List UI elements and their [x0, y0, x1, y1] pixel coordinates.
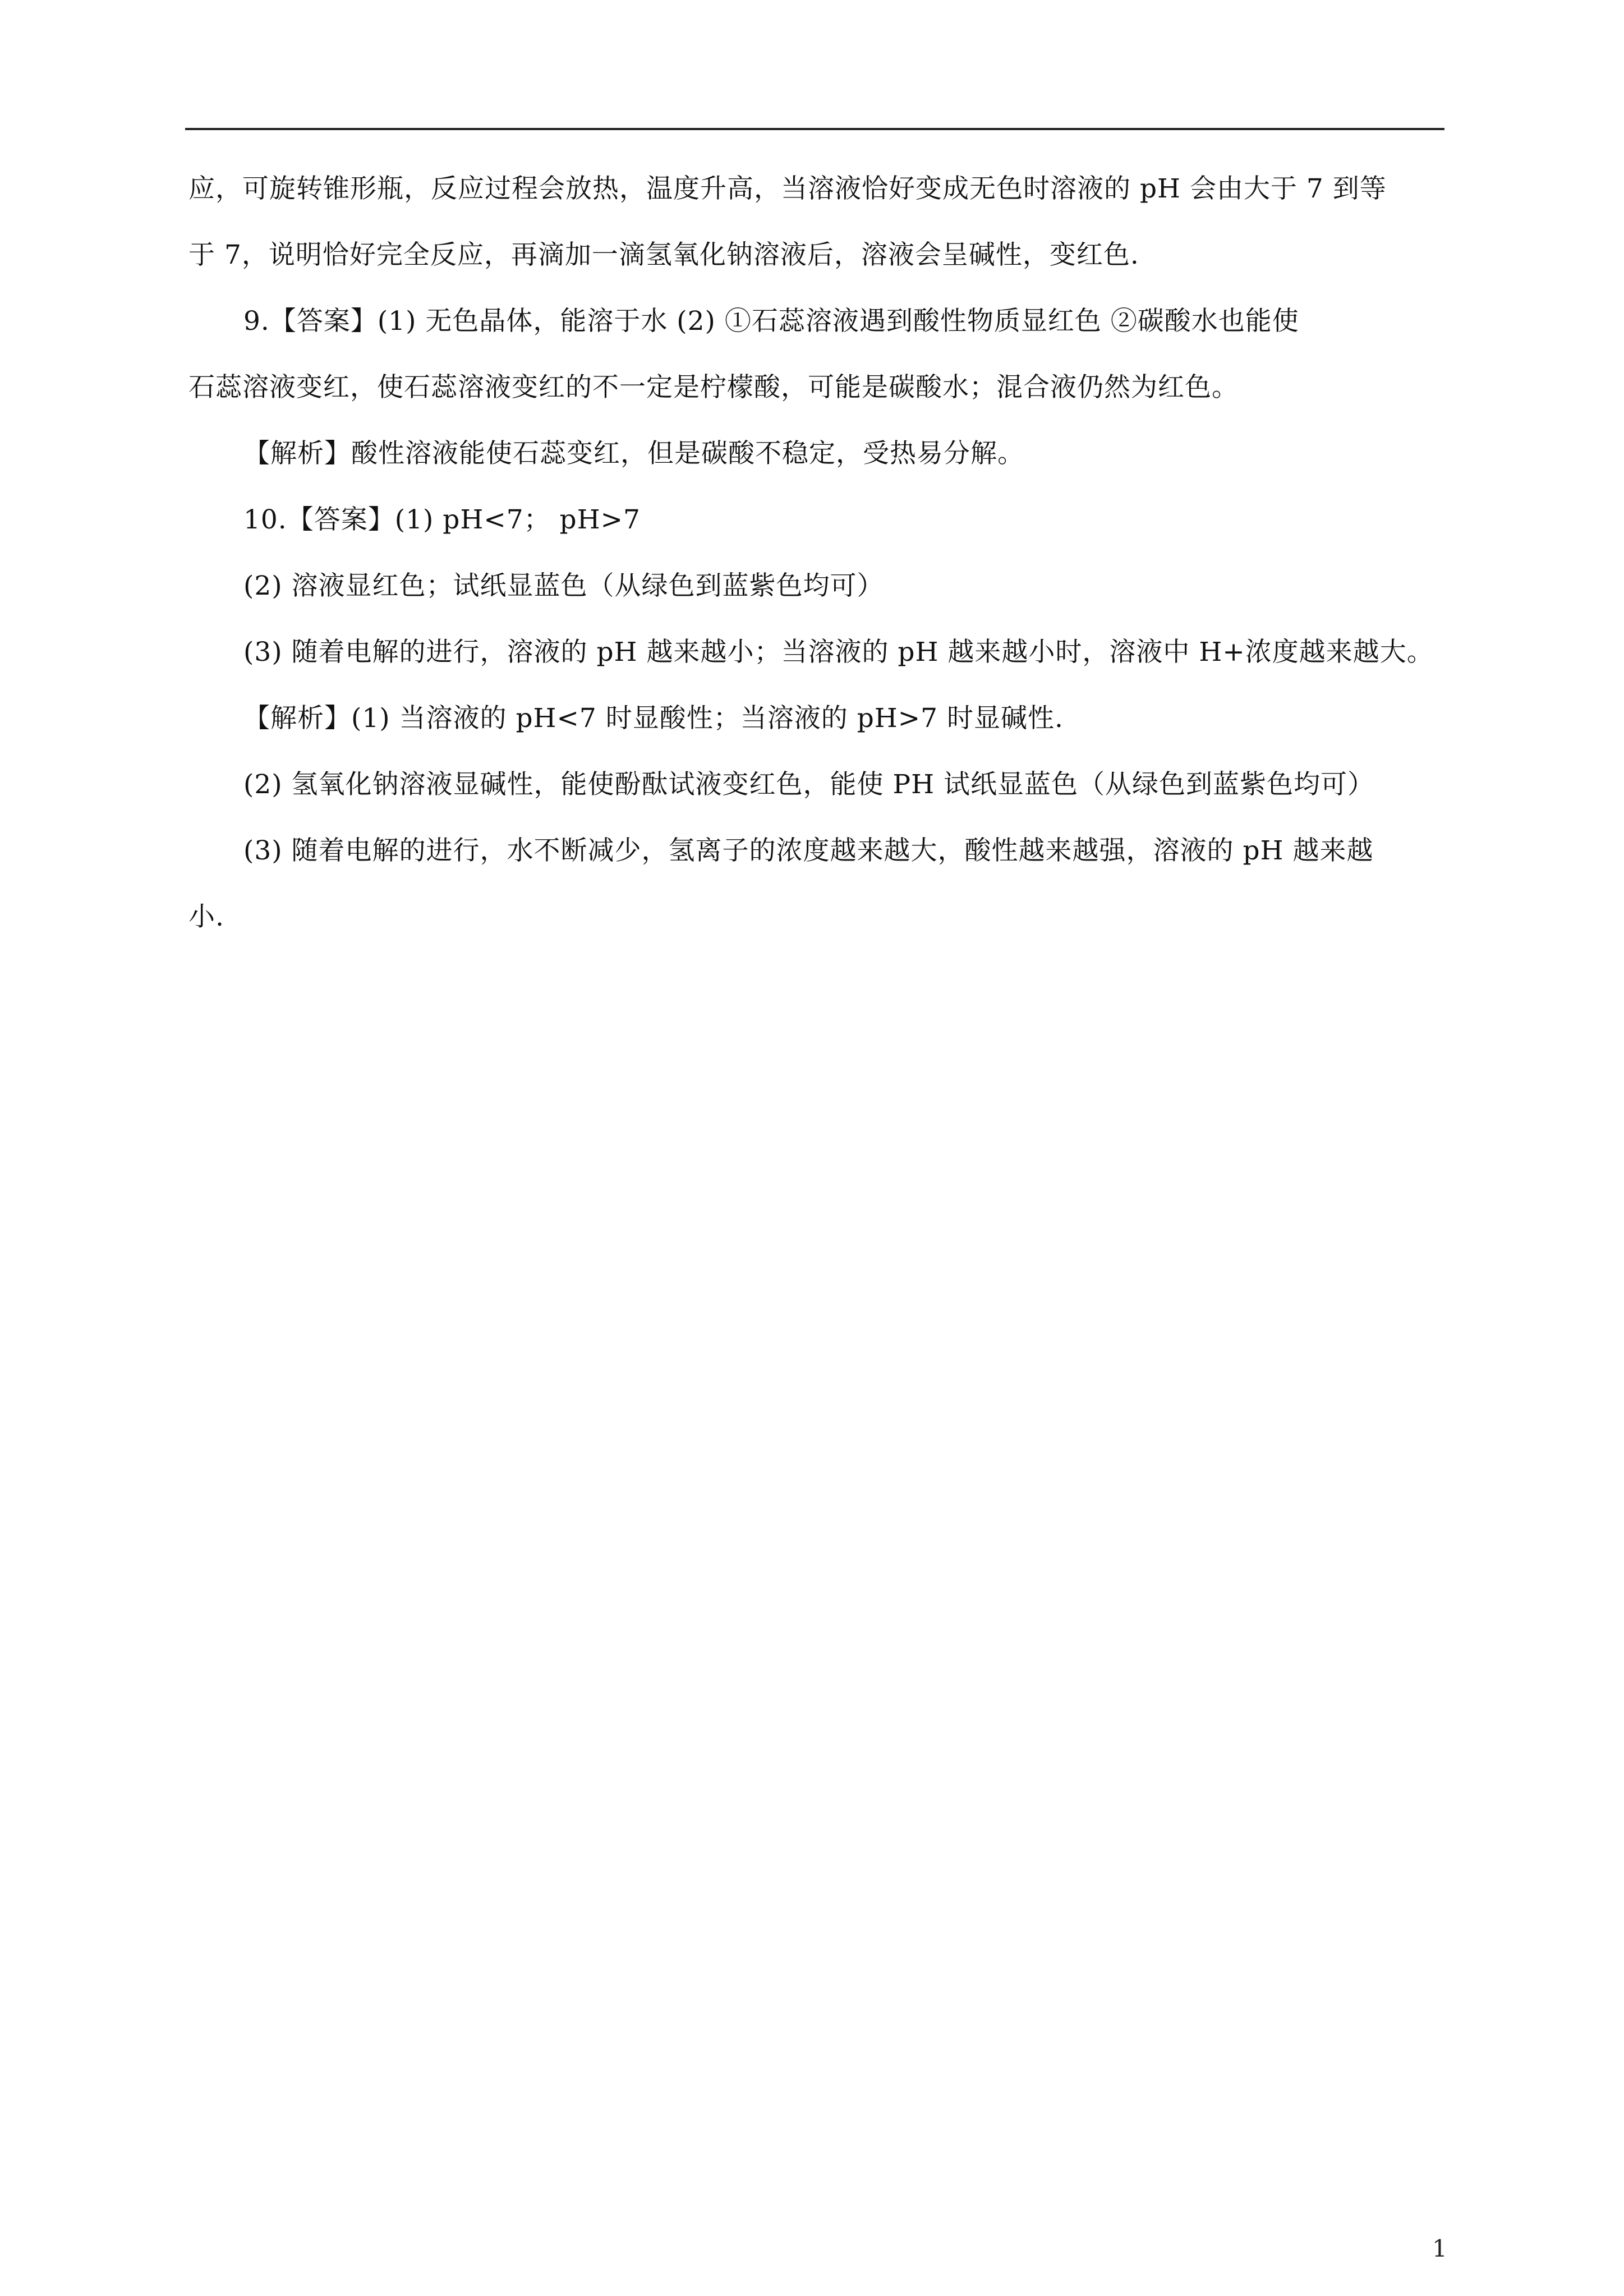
analysis-10-line: 【解析】(1) 当溶液的 pH<7 时显酸性；当溶液的 pH>7 时显碱性.	[243, 703, 1064, 734]
answer-9-line: 9.【答案】(1) 无色晶体，能溶于水 (2) ①石蕊溶液遇到酸性物质显红色 ②碳酸水也能使	[243, 306, 1299, 337]
text-line: (3) 随着电解的进行，水不断减少，氢离子的浓度越来越大，酸性越来越强，溶液的 pH 越来越	[243, 835, 1374, 866]
text-line: 于 7，说明恰好完全反应，再滴加一滴氢氧化钠溶液后，溶液会呈碱性，变红色.	[188, 240, 1139, 270]
page-number: 1	[1432, 2235, 1447, 2262]
text-line: 小.	[188, 901, 224, 932]
document-body	[188, 156, 1445, 950]
text-line: (2) 溶液显红色；试纸显蓝色（从绿色到蓝紫色均可）	[243, 570, 884, 601]
text-line: 应，可旋转锥形瓶，反应过程会放热，温度升高，当溶液恰好变成无色时溶液的 pH 会由大于 7 到等	[188, 173, 1387, 204]
header-rule	[185, 128, 1444, 130]
analysis-9-line: 【解析】酸性溶液能使石蕊变红，但是碳酸不稳定，受热易分解。	[243, 438, 1024, 469]
text-line: (2) 氢氧化钠溶液显碱性，能使酚酞试液变红色，能使 PH 试纸显蓝色（从绿色到蓝紫色均可）	[243, 769, 1375, 800]
text-line: 石蕊溶液变红，使石蕊溶液变红的不一定是柠檬酸，可能是碳酸水；混合液仍然为红色。	[188, 372, 1239, 403]
text-line: (3) 随着电解的进行，溶液的 pH 越来越小；当溶液的 pH 越来越小时，溶液中 H+浓度越来越大。	[243, 637, 1434, 668]
answer-10-line: 10.【答案】(1) pH<7； pH>7	[243, 504, 641, 535]
